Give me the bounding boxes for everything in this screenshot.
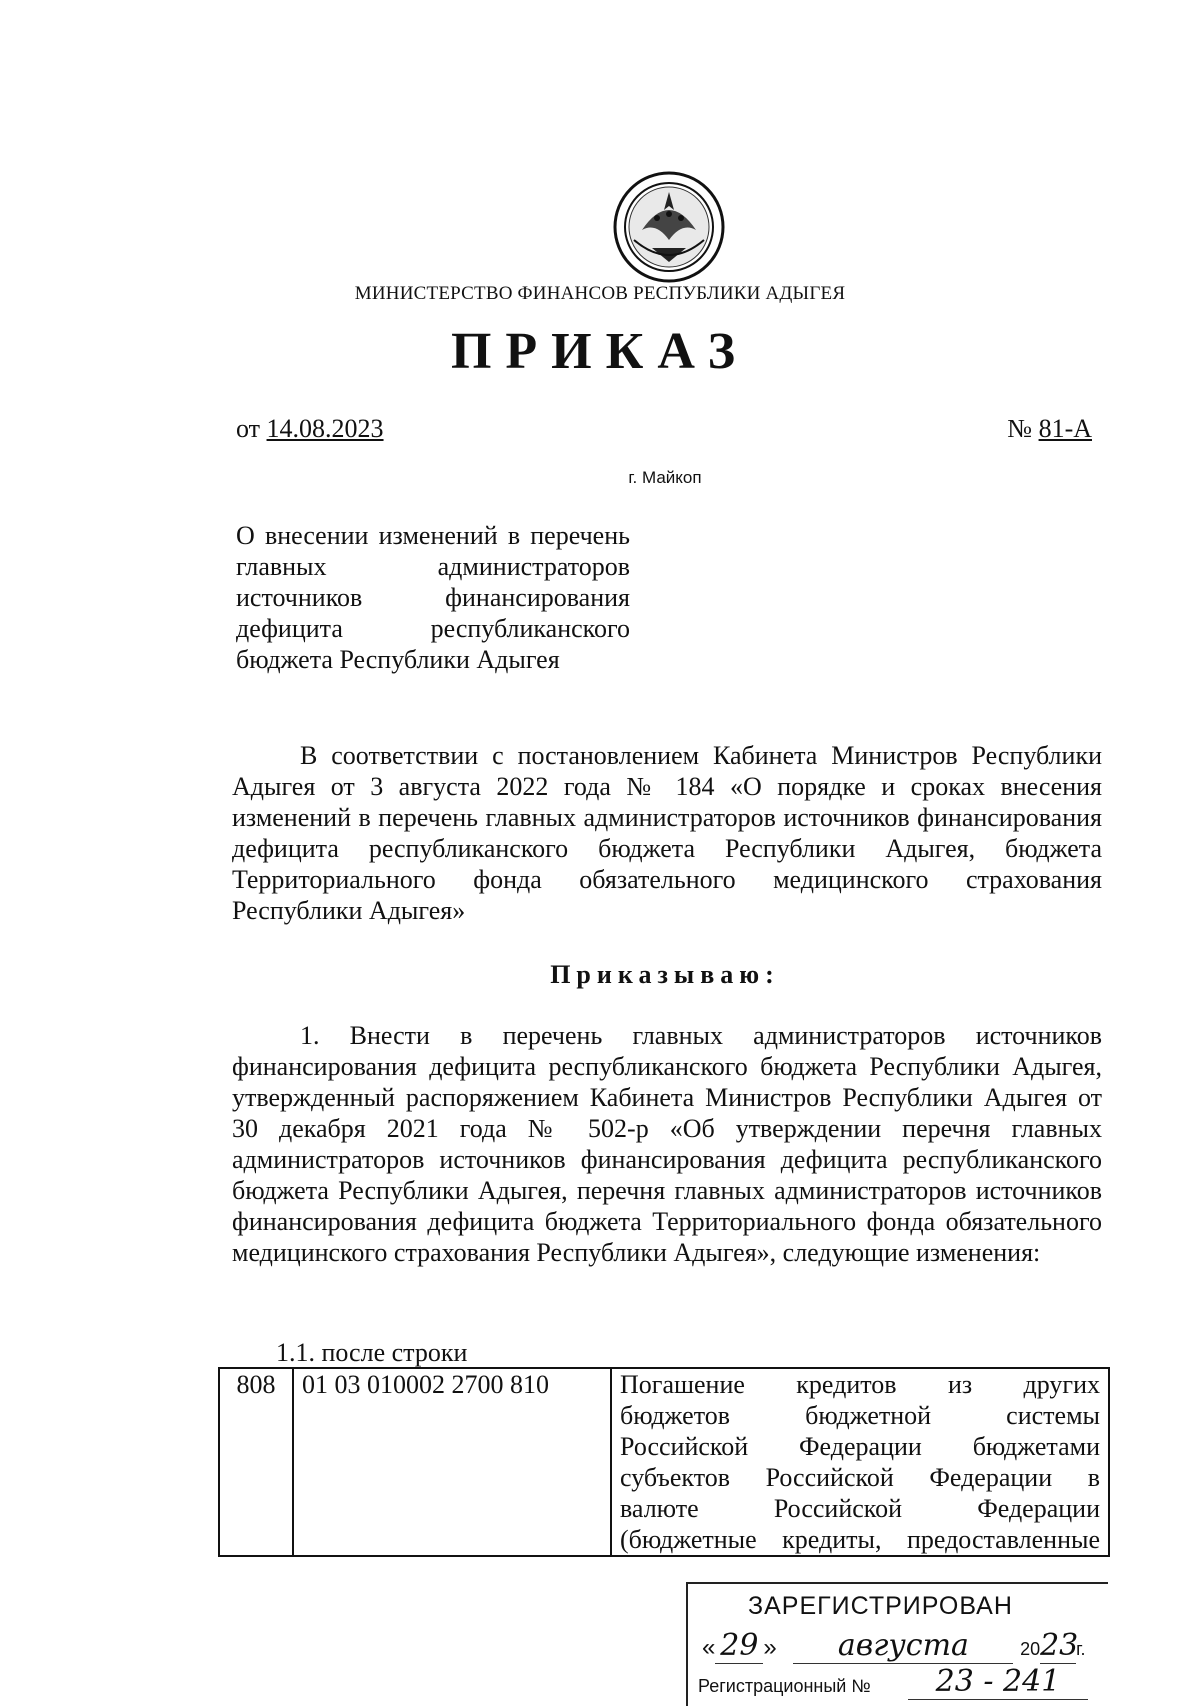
description-line: валюте Российской Федерации [620,1494,1100,1523]
description-line: Погашение кредитов из других [620,1370,1100,1399]
description-line: бюджетов бюджетной системы [620,1401,1100,1430]
ministry-name: МИНИСТЕРСТВО ФИНАНСОВ РЕСПУБЛИКИ АДЫГЕЯ [354,283,846,304]
number-value: 81-А [1038,414,1092,443]
description-line: Российской Федерации бюджетами [620,1432,1100,1461]
stamp-day: 29 [715,1628,763,1664]
stamp-reg-number: 23 - 241 [908,1664,1088,1700]
stamp-month: августа [793,1628,1013,1664]
description-cell [611,1368,1109,1556]
order-heading: Приказываю: [550,960,780,989]
date-prefix: от [236,414,261,443]
clause-1: 1. Внести в перечень главных администраторов источников финансирования дефицита республиканского бюджета Республики Адыгея, утвержденный распоряжением Кабинета Министров Республики Адыгея от 30 декабря 2021 года № 502-р «Об утверждении перечня главных администраторов источников финансирования дефицита республиканского бюджета Республики Адыгея, перечня главных администраторов источников финансирования дефицита бюджета Территориального фонда обязательного медицинского страхования Республики Адыгея», следующие изменения: [232,1021,1102,1267]
stamp-year-prefix: 20 [1020,1639,1041,1659]
order-number [1007,414,1092,444]
order-date [236,414,384,444]
table-row [219,1368,1109,1556]
number-prefix: № [1007,414,1033,443]
description-line: субъектов Российской Федерации в [620,1463,1100,1492]
city: г. Майкоп [628,468,702,487]
preamble-paragraph: В соответствии с постановлением Кабинета Министров Республики Адыгея от 3 августа 2022 года № 184 «О порядке и сроках внесения изменений в перечень главных администраторов источников финансирования дефицита республиканского бюджета Республики Адыгея, бюджета Территориального фонда обязательного медицинского страхования Республики Адыгея» [232,741,1102,925]
order-subject: О внесении изменений в перечень главных администраторов источников финансирования дефицита республиканского бюджета Республики Адыгея [236,521,630,674]
document-title: ПРИКАЗ [450,323,750,380]
inserted-row-table [218,1367,1110,1557]
clause-1-1: 1.1. после строки [276,1338,468,1367]
stamp-year: 23 [1040,1628,1079,1663]
registration-stamp [686,1582,1108,1706]
admin-code-cell: 808 [219,1368,293,1556]
budget-code-cell: 01 03 010002 2700 810 [293,1368,611,1556]
stamp-date: « 29 » августа 2023г. [702,1628,1086,1663]
description-line: (бюджетные кредиты, предоставленные [620,1525,1100,1554]
stamp-reg-label: Регистрационный № [698,1676,871,1696]
stamp-title: ЗАРЕГИСТРИРОВАН [748,1592,1013,1620]
date-value: 14.08.2023 [266,414,384,443]
coat-of-arms-icon [612,170,726,284]
stamp-year-suffix: г. [1076,1639,1086,1659]
